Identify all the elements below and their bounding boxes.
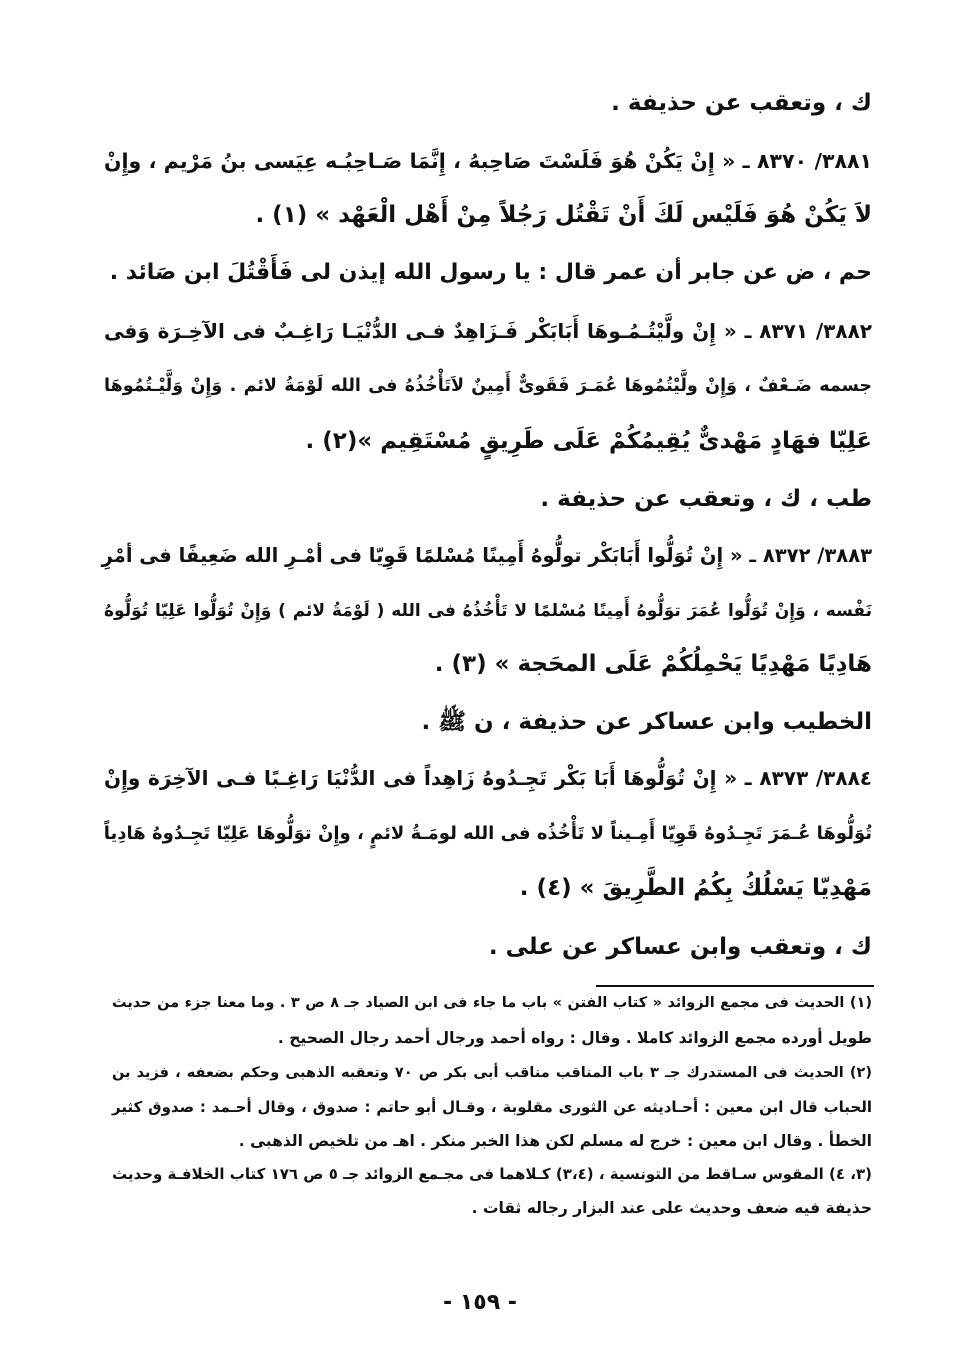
hadith-line: ٣٨٨٣/ ٨٣٧٢ ـ « إِنْ تُوَلُّوا أَبَابَكْر تولُّوهُ أَمِينًا مُسْلمًا قَوِيّا فى أمْـرِ الله ضَعِيفًا فى أمْرِ [101,544,872,567]
page-number: - ١٥٩ - [443,1290,517,1315]
hadith-line: تُوَلُّوهَا عُـمَرَ تَجِـدُوهُ قَوِيّا أَمِـيناً لا تَأْخُذُه فى الله لومَـةُ لائمٍ ، وإِنْ توَلُّوهَا عَلِيّا تَجِـدُوهُ هَادِياً [103,823,872,844]
footnote-line: حذيفة فيه ضعف وحديث على عند البزار رجاله ثقات . [471,1199,872,1217]
source-line: طب ، ك ، وتعقب عن حذيفة . [540,486,872,512]
source-line: حم ، ض عن جابر أن عمر قال : يا رسول الله إيذن لى فَأَقْتُلَ ابن صَائد . [109,260,872,285]
hadith-line: عَلِيّا فهَادٍ مَهْدىٌّ يُقِيمُكُمْ عَلَى طَرِيقٍ مُسْتَقِيم »(٢) . [305,428,872,454]
hadith-line: هَادِيًا مَهْدِيًا يَحْمِلُكُمْ عَلَى المحَجة » (٣) . [434,651,872,677]
footnote-separator [596,985,874,987]
hadith-line: جسمه ضَـعْفٌ ، وَإِنْ ولَّيْتُمُوهَا عُمَـرَ فَقَوىٌّ أَمِينٌ لاَتَأْخُذُهُ فى الله لَوْمَةُ لائم . وَإِنْ وَلَّيْـتُمُوهَا [104,376,872,396]
hadith-line: نَفْسه ، وَإِنْ تُوَلُّوا عُمَرَ توَلُّوهُ أَمِينًا مُسْلمًا لا تَأْخُذُهُ فى الله ( لَوْمَةُ لائم ) وَإِنْ تُوَلُّوا عَلِيّا تُوَلُّوهُ [104,601,872,621]
hadith-line: ٣٨٨٢/ ٨٣٧١ ـ « إِنْ ولَّيْتُـمُـوهَا أَبَابَكْر فَـزَاهِدٌ فـى الدُّنْيَـا رَاغِـبٌ فى الآخِـرَة وَفى [104,319,872,343]
source-line: الخطيب وابن عساكر عن حذيفة ، ن ﷺ . [421,709,872,735]
footnote-line: (٢) الحديث فى المستدرك جـ ٣ باب المناقب مناقب أبى بكر ص ٧٠ وتعقبه الذهبى وحكم بضعفه ، فزيد بن [112,1065,873,1081]
hadith-line: لاَ يَكُنْ هُوَ فَلَيْس لَكَ أَنْ تَقْتُل رَجُلاً مِنْ أَهْل الْعَهْد » (١) . [255,202,872,228]
source-line: ك ، وتعقب وابن عساكر عن على . [488,934,872,960]
text-line: ك ، وتعقب عن حذيفة . [611,90,872,116]
footnote-line: (١) الحديث فى مجمع الزوائد « كتاب الفتن » باب ما جاء فى ابن الصياد جـ ٨ ص ٣ . وما معنا جزء من حديث [112,995,872,1011]
footnote-line: (٣، ٤) المقوس سـاقط من التونسية ، (٣،٤) كـلاهما فى مجـمع الزوائد جـ ٥ ص ١٧٦ كتاب الخلافـة وحديث [112,1165,872,1183]
footnote-line: طويل أورده مجمع الزوائد كاملا . وقال : رواه أحمد ورجال أحمد رجال الصحيح . [277,1029,872,1047]
hadith-line: ٣٨٨٤/ ٨٣٧٣ ـ « إِنْ تُوَلُّوهَا أَبَا بَكْر تَجِـدُوهُ زَاهِداً فى الدُّنْيَا رَاغِـبًا فـى الآخِرَة وإِنْ [104,766,872,790]
hadith-line: مَهْدِيّا يَسْلُكُ بِكُمُ الطَّرِيقَ » (٤) . [519,875,872,901]
hadith-line: ٣٨٨١/ ٨٣٧٠ ـ « إِنْ يَكُنْ هُوَ فَلَسْتَ صَاحِبهُ ، إِنَّمَا صَـاحِبُـه عِيَسى بنُ مَرْيم ، وإِنْ [104,149,872,173]
footnote-line: الخطأ . وقال ابن معين : خرج له مسلم لكن هذا الخبر منكر . اهـ من تلخيص الذهبى . [238,1132,872,1150]
footnote-line: الحباب قال ابن معين : أحـاديثه عن الثورى مقلوبة ، وقـال أبو حاتم : صدوق ، وقال أحـمد : صدوق كثير [112,1098,872,1116]
